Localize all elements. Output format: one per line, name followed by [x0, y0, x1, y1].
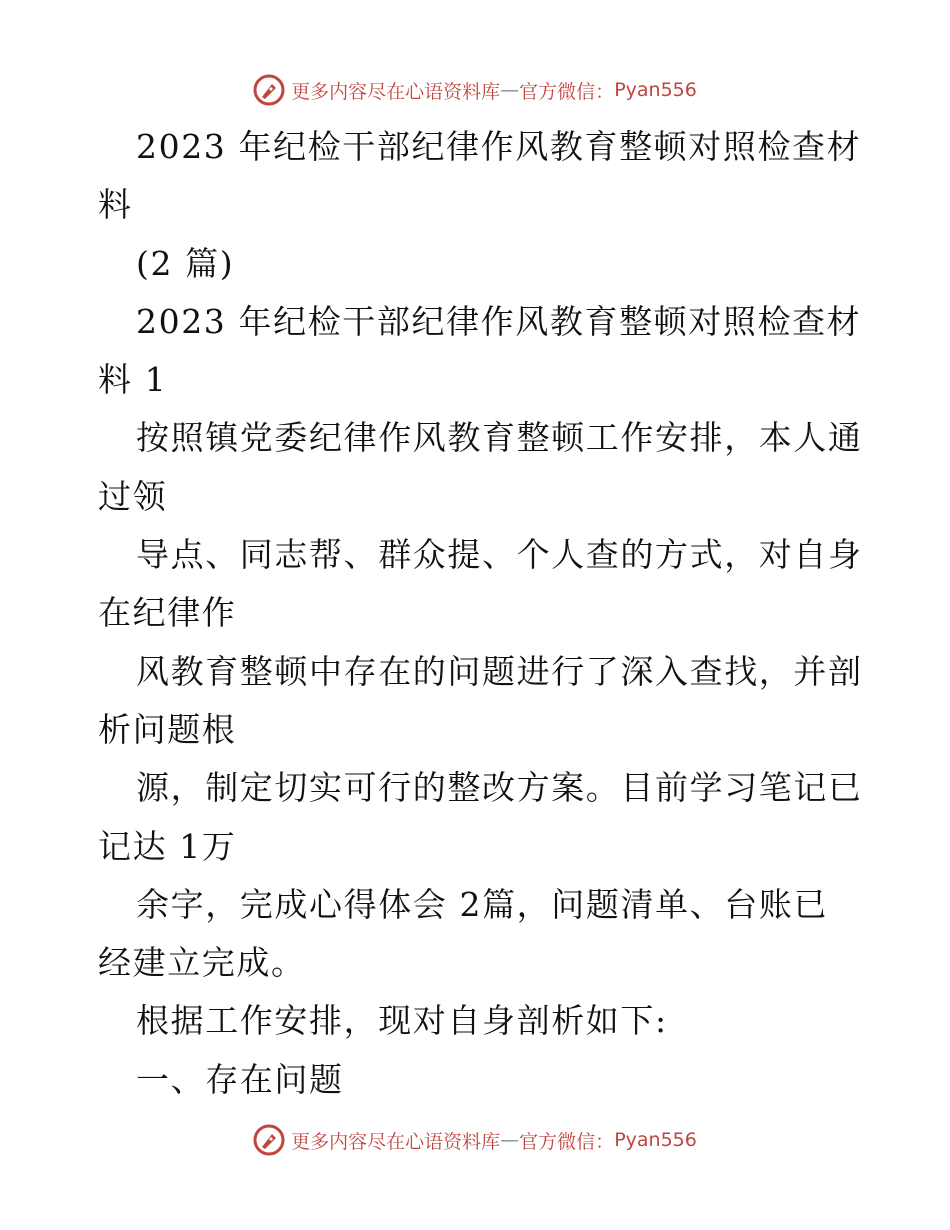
doc-title-line-1: 2023 年纪检干部纪律作风教育整顿对照检查材	[136, 127, 862, 166]
doc-title-line-2: 料	[98, 185, 133, 225]
watermark-wechat-id: Pyan556	[614, 79, 697, 101]
paragraph-line: 按照镇党委纪律作风教育整顿工作安排，本人通	[136, 418, 863, 458]
document-body	[98, 118, 863, 1109]
paragraph-line: 过领	[98, 476, 168, 516]
pen-nib-logo-icon	[253, 1124, 285, 1156]
doc-subtitle: (2 篇)	[136, 243, 235, 283]
paragraph-line: 源，制定切实可行的整改方案。目前学习笔记已	[136, 768, 863, 808]
watermark-official-label: 官方微信：	[519, 80, 615, 103]
section-heading: 一、存在问题	[136, 1059, 344, 1099]
watermark-separator: —	[500, 79, 520, 101]
paragraph-line: 导点、同志帮、群众提、个人查的方式，对自身	[136, 535, 863, 575]
paragraph-line: 根据工作安排，现对自身剖析如下:	[136, 1001, 668, 1041]
watermark-text: 更多内容尽在心语资料库	[291, 80, 501, 103]
paragraph-line: 记达 1万	[98, 826, 237, 866]
watermark-separator: —	[500, 1129, 520, 1151]
section-title-line-1: 2023 年纪检干部纪律作风教育整顿对照检查材	[136, 301, 862, 341]
pen-nib-logo-icon	[253, 74, 285, 106]
header-watermark	[0, 70, 950, 110]
paragraph-line: 析问题根	[98, 709, 237, 749]
section-title-line-2: 料 1	[98, 360, 168, 400]
paragraph-line: 余字，完成心得体会 2篇，问题清单、台账已	[136, 884, 829, 924]
paragraph-line: 经建立完成。	[98, 943, 306, 983]
watermark-text: 更多内容尽在心语资料库	[291, 1130, 501, 1153]
paragraph-line: 在纪律作	[98, 593, 237, 633]
footer-watermark	[0, 1120, 950, 1160]
paragraph-line: 风教育整顿中存在的问题进行了深入查找，并剖	[136, 651, 863, 691]
watermark-official-label: 官方微信：	[519, 1130, 615, 1153]
watermark-wechat-id: Pyan556	[614, 1129, 697, 1151]
